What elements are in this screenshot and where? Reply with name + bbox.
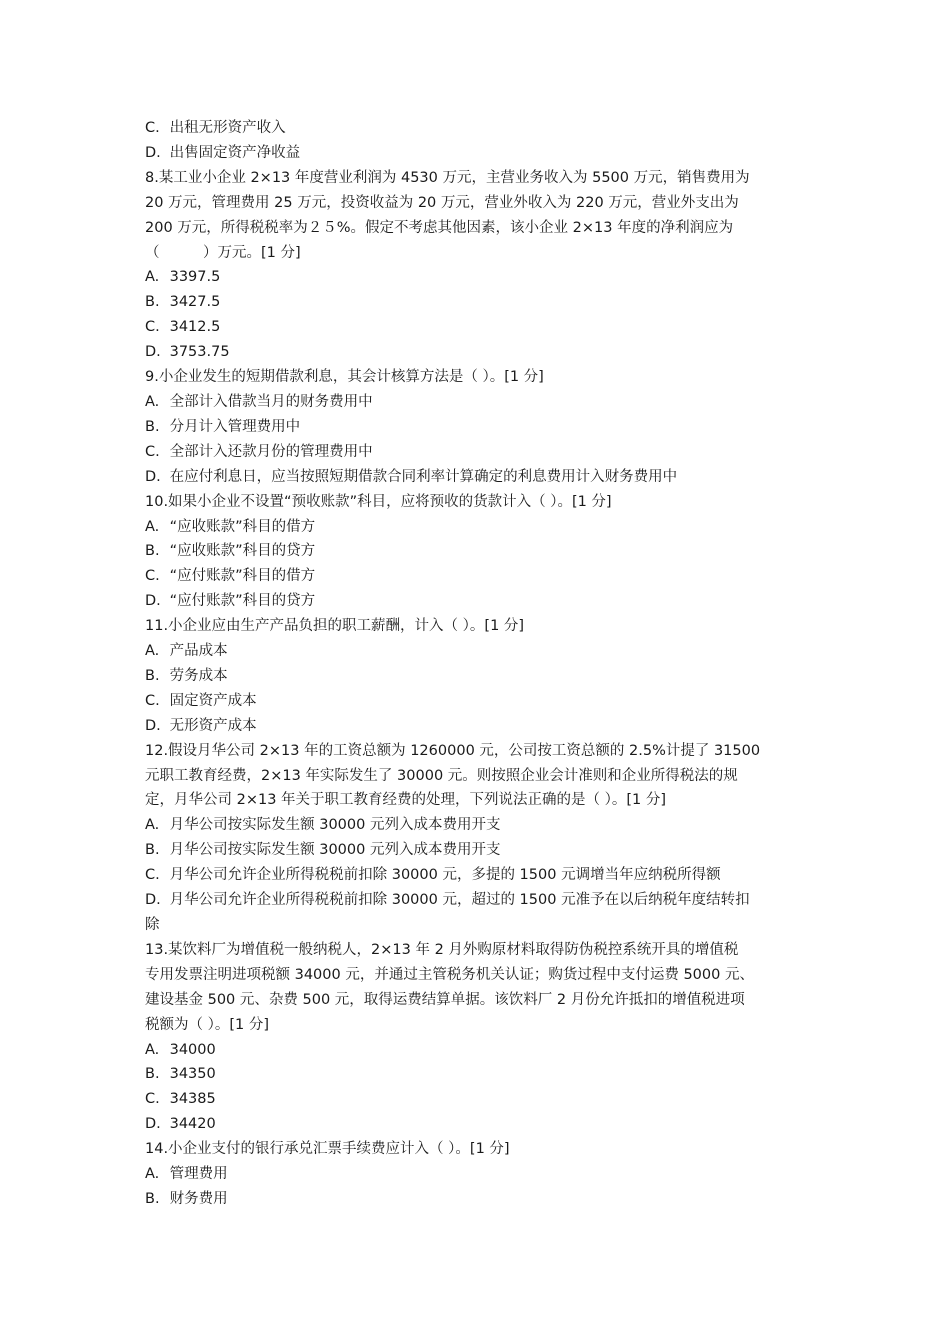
option-letter: B. xyxy=(145,842,160,859)
option-text: 固定资产成本 xyxy=(169,692,257,709)
answer-option xyxy=(145,639,809,664)
option-letter: D. xyxy=(145,1116,161,1133)
option-letter: C. xyxy=(145,1091,160,1108)
option-text: 月华公司按实际发生额 30000 元列入成本费用开支 xyxy=(169,817,501,834)
option-text: 34000 xyxy=(169,1041,216,1058)
option-letter: C. xyxy=(145,120,160,136)
option-letter: D. xyxy=(145,717,161,734)
answer-option xyxy=(145,340,809,365)
answer-option xyxy=(145,589,809,614)
question-block xyxy=(145,938,809,1137)
answer-option xyxy=(145,1187,809,1212)
question-block xyxy=(145,739,809,938)
question-text-line: （ ）万元。[1 分] xyxy=(145,244,301,261)
option-text: “应收账款”科目的借方 xyxy=(169,518,316,535)
option-text: 3753.75 xyxy=(169,344,230,361)
option-letter: D. xyxy=(145,144,161,161)
question-block xyxy=(145,490,809,615)
answer-option xyxy=(145,689,809,714)
option-letter: B. xyxy=(145,1190,160,1207)
option-text: 无形资产成本 xyxy=(169,717,257,734)
option-letter: A. xyxy=(145,393,160,410)
option-text-continued: 除 xyxy=(145,917,160,933)
document-page xyxy=(145,116,809,1212)
option-text: 34420 xyxy=(169,1116,216,1133)
answer-option xyxy=(145,415,809,440)
answer-option xyxy=(145,1087,809,1112)
option-text: “应收账款”科目的贷方 xyxy=(169,543,316,560)
option-letter: A. xyxy=(145,518,160,535)
option-letter: B. xyxy=(145,418,160,435)
answer-option xyxy=(145,390,809,415)
option-letter: A. xyxy=(145,1166,160,1183)
option-letter: C. xyxy=(145,568,160,585)
question-text-line: 200 万元，所得税税率为２５%。假定不考虑其他因素，该小企业 2×13 年度的净利润应为 xyxy=(145,219,734,236)
option-letter: B. xyxy=(145,294,160,311)
option-text: 出售固定资产净收益 xyxy=(169,144,301,161)
answer-option xyxy=(145,664,809,689)
question-block xyxy=(145,614,809,739)
option-text: 分月计入管理费用中 xyxy=(169,418,301,435)
answer-option xyxy=(145,1062,809,1087)
answer-option xyxy=(145,1038,809,1063)
option-text: “应付账款”科目的贷方 xyxy=(169,593,316,610)
answer-option xyxy=(145,813,809,838)
question-text-line: 14.小企业支付的银行承兑汇票手续费应计入（ ）。[1 分] xyxy=(145,1141,510,1158)
option-letter: D. xyxy=(145,344,161,361)
option-text: 3427.5 xyxy=(169,294,221,311)
option-text: 财务费用 xyxy=(169,1190,228,1207)
option-letter: A. xyxy=(145,1041,160,1058)
option-text: 全部计入借款当月的财务费用中 xyxy=(169,393,373,410)
option-letter: C. xyxy=(145,319,160,336)
question-text-line: 定，月华公司 2×13 年关于职工教育经费的处理，下列说法正确的是（ ）。[1 分] xyxy=(145,792,667,809)
question-text-line: 11.小企业应由生产产品负担的职工薪酬，计入（ ）。[1 分] xyxy=(145,618,525,635)
answer-option xyxy=(145,1112,809,1137)
option-text: 管理费用 xyxy=(169,1166,228,1183)
question-text-line: 13.某饮料厂为增值税一般纳税人，2×13 年 2 月外购原材料取得防伪税控系统开具的增值税 xyxy=(145,941,739,958)
option-text: 劳务成本 xyxy=(169,667,228,684)
option-letter: C. xyxy=(145,692,160,709)
answer-option xyxy=(145,290,809,315)
option-letter: B. xyxy=(145,667,160,684)
option-letter: C. xyxy=(145,443,160,460)
option-letter: B. xyxy=(145,543,160,560)
answer-option xyxy=(145,888,809,913)
option-text: 月华公司允许企业所得税税前扣除 30000 元，超过的 1500 元准予在以后纳税年度结转扣 xyxy=(169,892,750,909)
option-text: “应付账款”科目的借方 xyxy=(169,568,316,585)
option-letter: C. xyxy=(145,867,160,884)
option-text: 34385 xyxy=(169,1091,216,1108)
option-letter: D. xyxy=(145,892,161,909)
question-text-line: 元职工教育经费，2×13 年实际发生了 30000 元。则按照企业会计准则和企业所得税法的规 xyxy=(145,767,738,784)
answer-option xyxy=(145,141,809,166)
question-list xyxy=(145,166,809,1212)
answer-option xyxy=(145,116,809,141)
question-text-line: 专用发票注明进项税额 34000 元，并通过主管税务机关认证；购货过程中支付运费 5000 元、 xyxy=(145,966,754,983)
question-text-line: 10.如果小企业不设置“预收账款”科目，应将预收的货款计入（ ）。[1 分] xyxy=(145,493,612,510)
option-text: 34350 xyxy=(169,1066,216,1083)
answer-option xyxy=(145,863,809,888)
option-text: 产品成本 xyxy=(169,643,228,660)
option-text: 在应付利息日，应当按照短期借款合同利率计算确定的利息费用计入财务费用中 xyxy=(169,468,678,485)
answer-option xyxy=(145,1162,809,1187)
option-text: 出租无形资产收入 xyxy=(169,120,286,136)
answer-option xyxy=(145,315,809,340)
question-text-line: 8.某工业小企业 2×13 年度营业利润为 4530 万元，主营业务收入为 5500 万元，销售费用为 xyxy=(145,169,750,186)
question-text-line: 12.假设月华公司 2×13 年的工资总额为 1260000 元，公司按工资总额的 2.5%计提了 31500 xyxy=(145,742,761,759)
answer-option xyxy=(145,564,809,589)
option-text: 3397.5 xyxy=(169,269,221,286)
option-letter: A. xyxy=(145,643,160,660)
question-block xyxy=(145,1137,809,1212)
question-text-line: 税额为（ ）。[1 分] xyxy=(145,1016,270,1033)
option-letter: A. xyxy=(145,269,160,286)
option-text: 全部计入还款月份的管理费用中 xyxy=(169,443,373,460)
question-block xyxy=(145,365,809,490)
option-text: 3412.5 xyxy=(169,319,221,336)
option-text: 月华公司按实际发生额 30000 元列入成本费用开支 xyxy=(169,842,501,859)
option-letter: A. xyxy=(145,817,160,834)
option-letter: D. xyxy=(145,593,161,610)
option-letter: B. xyxy=(145,1066,160,1083)
answer-option xyxy=(145,539,809,564)
question-text-line: 20 万元，管理费用 25 万元，投资收益为 20 万元，营业外收入为 220 万元，营业外支出为 xyxy=(145,194,739,211)
question-text-line: 建设基金 500 元、杂费 500 元，取得运费结算单据。该饮料厂 2 月份允许抵扣的增值税进项 xyxy=(145,991,745,1008)
answer-option xyxy=(145,515,809,540)
option-letter: D. xyxy=(145,468,161,485)
answer-option xyxy=(145,465,809,490)
question-text-line: 9.小企业发生的短期借款利息，其会计核算方法是（ ）。[1 分] xyxy=(145,369,544,386)
answer-option xyxy=(145,714,809,739)
answer-option xyxy=(145,838,809,863)
answer-option xyxy=(145,440,809,465)
answer-option xyxy=(145,265,809,290)
option-text: 月华公司允许企业所得税税前扣除 30000 元，多提的 1500 元调增当年应纳税所得额 xyxy=(169,867,721,884)
question-block xyxy=(145,166,809,365)
previous-question-options xyxy=(145,116,809,166)
